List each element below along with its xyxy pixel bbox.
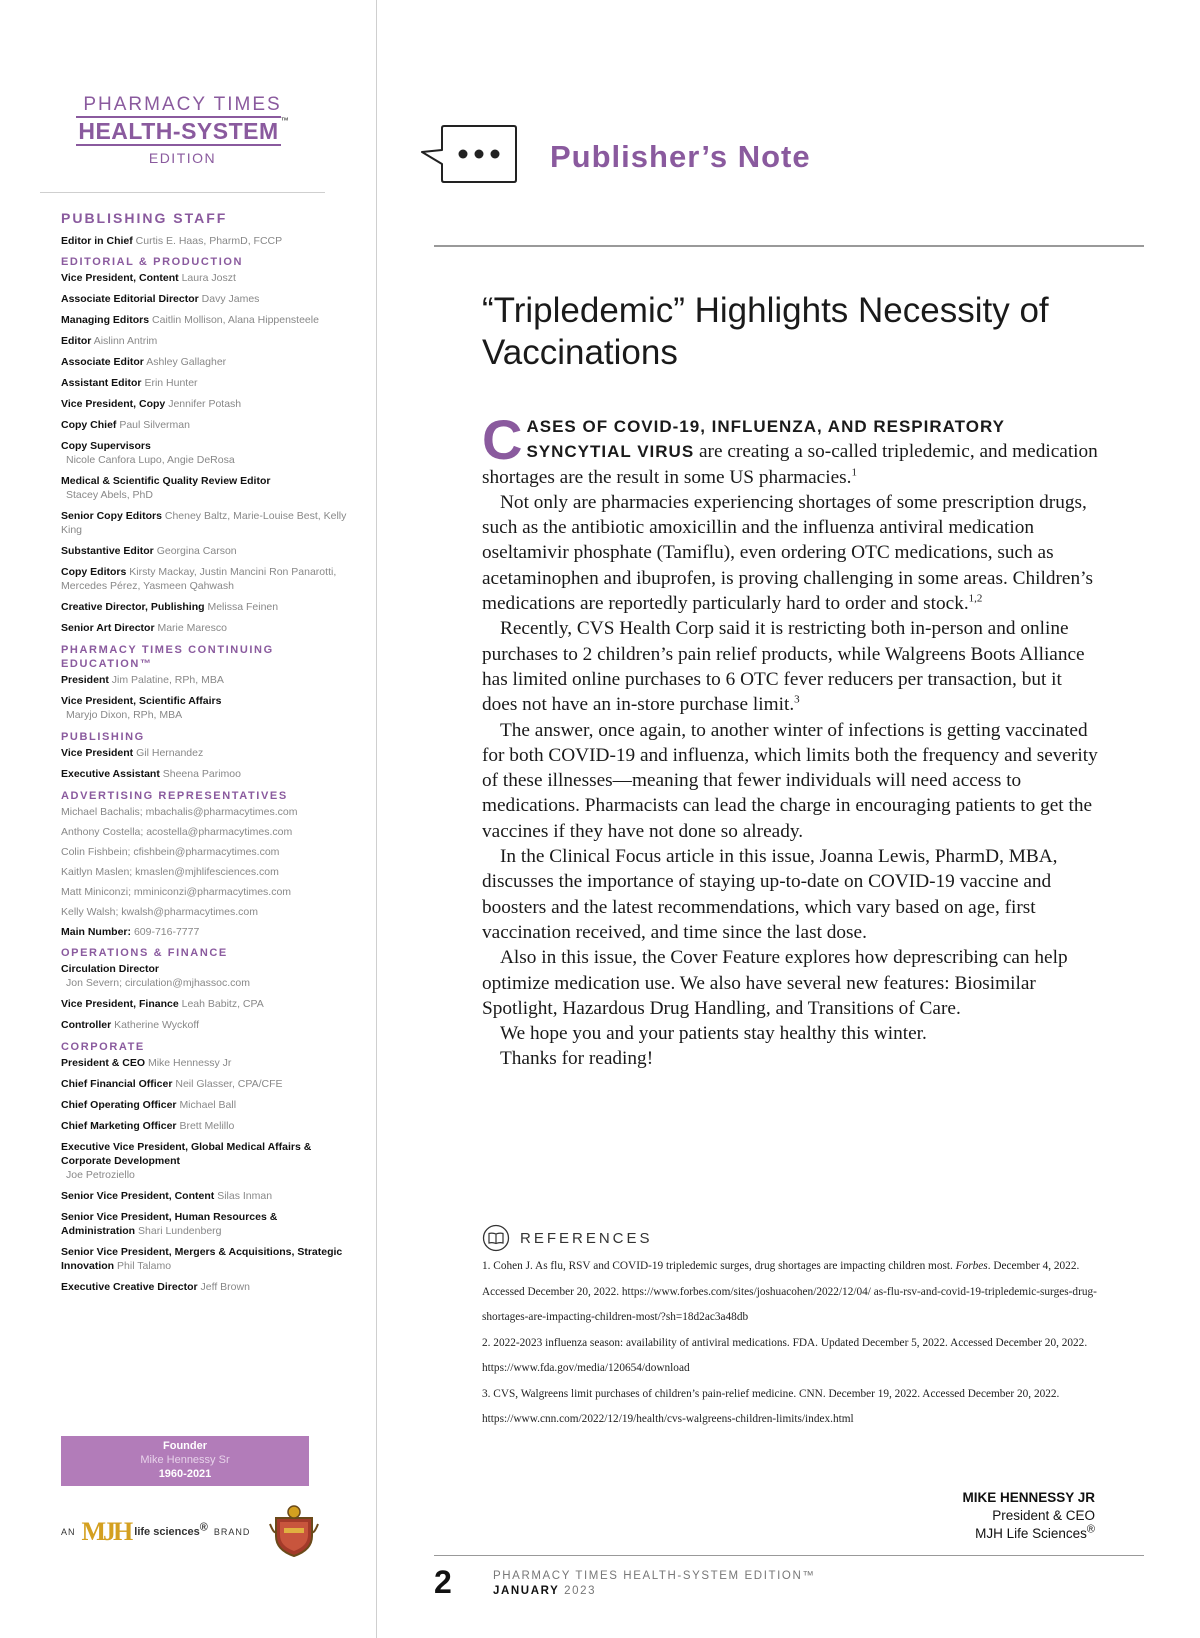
staff-names: Katherine Wyckoff (114, 1019, 200, 1031)
mjh-logo: MJH (81, 1517, 131, 1546)
staff-entry (61, 746, 351, 760)
staff-names: Leah Babitz, CPA (181, 998, 264, 1010)
signer-company (962, 1525, 1095, 1543)
brand-reg: ® (199, 1521, 208, 1534)
staff-role: Controller (61, 1019, 112, 1031)
staff-role: President (61, 674, 109, 686)
staff-role: Vice President, Finance (61, 998, 179, 1010)
founder-years: 1960-2021 (158, 1468, 212, 1480)
reference-item (482, 1254, 1102, 1331)
reference-text: . December 4, 2022. Accessed December 20, 2022. https://www.forbes.com/sites/joshuacohen/2022/12/04/ as-flu-rsv-and-covid-19-tripledemic-surges-drug-shortages-are-impacting-children-most/?sh=18d2ac3a48db (482, 1260, 1097, 1323)
staff-names: Shari Lundenberg (138, 1225, 222, 1237)
staff-list (61, 210, 351, 1301)
staff-entry (61, 673, 351, 687)
masthead-tm: ™ (280, 116, 289, 125)
book-icon (482, 1224, 510, 1252)
staff-role: Executive Assistant (61, 768, 160, 780)
reference-item (482, 1382, 1102, 1433)
staff-entry (61, 600, 351, 614)
staff-entry (61, 1077, 351, 1091)
staff-entry (61, 1245, 351, 1273)
staff-names: Kirsty Mackay, Justin Mancini Ron Panarotti, Mercedes Pérez, Yasmeen Qahwash (61, 566, 337, 592)
founder-label: Founder (163, 1440, 207, 1452)
lead-text: are creating a so-called tripledemic, and medication shortages are the result in some US pharmacies. (482, 441, 1098, 488)
staff-title: PUBLISHING STAFF (61, 210, 228, 226)
staff-entry (61, 418, 351, 432)
staff-names: Laura Joszt (181, 272, 236, 284)
staff-names: Michael Ball (179, 1099, 237, 1111)
staff-role: Associate Editor (61, 356, 144, 368)
staff-section-title: OPERATIONS & FINANCE (61, 947, 228, 959)
staff-role: Medical & Scientific Quality Review Editor (61, 475, 271, 487)
staff-names: Jim Palatine, RPh, MBA (111, 674, 224, 686)
staff-names: Caitlin Mollison, Alana Hippensteele (152, 314, 319, 326)
references-title: REFERENCES (520, 1229, 653, 1247)
reference-source: Forbes (955, 1260, 988, 1272)
article-paragraph: We hope you and your patients stay healthy this winter. (500, 1023, 927, 1045)
staff-entry (61, 234, 351, 248)
staff-role: Editor (61, 335, 92, 347)
staff-role: Senior Vice President, Content (61, 1190, 215, 1202)
staff-names: Phil Talamo (117, 1260, 172, 1272)
staff-entry (61, 474, 351, 502)
staff-names: Aislinn Antrim (93, 335, 158, 347)
masthead-line1: PHARMACY TIMES (83, 94, 282, 115)
staff-entry (61, 271, 351, 285)
staff-role: Executive Creative Director (61, 1281, 198, 1293)
staff-entry (61, 376, 351, 390)
advertising-contact: Kaitlyn Maslen; kmaslen@mjhlifesciences.com (61, 866, 279, 878)
staff-role: Vice President, Copy (61, 398, 166, 410)
article-body (482, 408, 1102, 1072)
reference-text: 3. CVS, Walgreens limit purchases of children’s pain-relief medicine. CNN. December 19, 2022. Accessed December 20, 2022. https://www.cnn.com/2022/12/19/health/cvs-walgreens-children-limits/index.html (482, 1387, 1060, 1425)
staff-role: Senior Art Director (61, 622, 155, 634)
sidebar-divider (40, 192, 325, 193)
staff-role: Managing Editors (61, 314, 150, 326)
staff-section-title: PHARMACY TIMES CONTINUING EDUCATION™ (61, 644, 274, 670)
footer-pub-title: PHARMACY TIMES HEALTH-SYSTEM EDITION™ (493, 1570, 816, 1582)
staff-role: President & CEO (61, 1057, 146, 1069)
staff-entry (61, 355, 351, 369)
main-number: 609-716-7777 (133, 926, 200, 938)
reference-text: 2. 2022-2023 influenza season: availability of antiviral medications. FDA. Updated December 5, 2022. Accessed December 20, 2022. https://www.fda.gov/media/120654/download (482, 1336, 1088, 1374)
header-divider (434, 245, 1144, 247)
signer-name: MIKE HENNESSY JR (962, 1490, 1095, 1505)
paragraph-text: Not only are pharmacies experiencing shortages of some prescription drugs, such as the antibiotic amoxicillin and the influenza antiviral medication oseltamivir phosphate (Tamiflu), even ordering OTC medications, such as acetaminophen and ibuprofen, is proving challenging in some areas. Children’s medications are reportedly particularly hard to order and stock. (482, 491, 1093, 615)
staff-role: Associate Editorial Director (61, 293, 199, 305)
staff-entry (61, 565, 351, 593)
staff-entry (61, 1189, 351, 1203)
brand-suffix: BRAND (213, 1527, 251, 1537)
staff-section-title: PUBLISHING (61, 731, 145, 743)
references-list (482, 1254, 1102, 1433)
staff-entry (61, 962, 351, 990)
staff-entry (61, 767, 351, 781)
brand-name-text: life sciences (134, 1526, 200, 1538)
paragraph-text: Recently, CVS Health Corp said it is restricting both in-person and online purchases to 2 children’s pain relief products, while Walgreens Boots Alliance has limited online purchases to 6 OTC fever reducers per transaction, but it does not have an in-store purchase limit. (482, 618, 1085, 716)
staff-entry (61, 1280, 351, 1294)
masthead-line3: EDITION (148, 150, 217, 166)
staff-entry (61, 1210, 351, 1238)
citation: 1 (851, 466, 857, 479)
staff-names: Georgina Carson (156, 545, 237, 557)
staff-sections (61, 255, 351, 781)
staff-names: Paul Silverman (119, 419, 190, 431)
staff-names: Ashley Gallagher (146, 356, 227, 368)
staff-role: Editor in Chief (61, 235, 133, 247)
advertising-contact: Anthony Costella; acostella@pharmacytimes.com (61, 826, 293, 838)
masthead-logo (40, 94, 325, 166)
staff-names: Mike Hennessy Jr (147, 1057, 232, 1069)
founder-box (61, 1436, 309, 1486)
lead-caps: ASES OF COVID-19, INFLUENZA, AND RESPIRATORY SYNCYTIAL VIRUS (526, 417, 1005, 462)
staff-names: Gil Hernandez (136, 747, 204, 759)
citation: 1,2 (968, 592, 983, 605)
staff-names: Curtis E. Haas, PharmD, FCCP (135, 235, 283, 247)
staff-role: Substantive Editor (61, 545, 154, 557)
staff-names: Maryjo Dixon, RPh, MBA (66, 709, 183, 721)
masthead-line2 (76, 116, 280, 146)
references-header (482, 1224, 653, 1252)
signer-title: President & CEO (992, 1508, 1095, 1523)
staff-names: Stacey Abels, PhD (66, 489, 153, 501)
staff-entry (61, 925, 351, 939)
staff-role: Chief Financial Officer (61, 1078, 173, 1090)
advertising-list (61, 805, 351, 919)
staff-role: Executive Vice President, Global Medical Affairs & Corporate Development (61, 1141, 312, 1167)
staff-names: Marie Maresco (157, 622, 227, 634)
staff-role: Copy Supervisors (61, 440, 151, 452)
staff-names: Joe Petroziello (66, 1169, 135, 1181)
staff-role: Senior Copy Editors (61, 510, 162, 522)
staff-names: Erin Hunter (144, 377, 198, 389)
staff-names: Davy James (201, 293, 260, 305)
article-paragraph: Also in this issue, the Cover Feature explores how deprescribing can help optimize medication use. We also have several new features: Biosimilar Spotlight, Hazardous Drug Handling, and Transitions of Care. (482, 947, 1068, 1019)
staff-names: Jeff Brown (200, 1281, 250, 1293)
staff-entry (61, 397, 351, 411)
staff-sections (61, 946, 351, 1294)
staff-role: Main Number: (61, 926, 132, 938)
article-paragraph: Thanks for reading! (500, 1048, 654, 1070)
staff-names: Brett Melillo (179, 1120, 235, 1132)
article-paragraph (482, 490, 1102, 616)
footer-month: JANUARY (493, 1585, 560, 1597)
founder-name: Mike Hennessy Sr (140, 1454, 230, 1466)
staff-role: Copy Chief (61, 419, 117, 431)
staff-entry (61, 334, 351, 348)
staff-entry (61, 1140, 351, 1182)
advertising-contact: Matt Miniconzi; mminiconzi@pharmacytimes.com (61, 886, 292, 898)
staff-role: Senior Vice President, Human Resources & Administration (61, 1211, 278, 1237)
staff-entry (61, 997, 351, 1011)
footer-divider (434, 1555, 1144, 1556)
staff-role: Vice President, Scientific Affairs (61, 695, 222, 707)
staff-role: Vice President (61, 747, 134, 759)
signer-reg: ® (1086, 1523, 1095, 1536)
masthead-line2-text: HEALTH-SYSTEM (78, 118, 279, 144)
citation: 3 (794, 693, 800, 706)
staff-names: Silas Inman (217, 1190, 273, 1202)
staff-names: Cheney Baltz, Marie-Louise Best, Kelly King (61, 510, 347, 536)
staff-entry (61, 694, 351, 722)
staff-role: Assistant Editor (61, 377, 142, 389)
advertising-contact: Michael Bachalis; mbachalis@pharmacytimes.com (61, 806, 298, 818)
staff-entry (61, 509, 351, 537)
footer-year: 2023 (564, 1585, 597, 1597)
brand-name (134, 1521, 208, 1538)
staff-role: Copy Editors (61, 566, 127, 578)
staff-role: Chief Marketing Officer (61, 1120, 177, 1132)
staff-role: Senior Vice President, Mergers & Acquisitions, Strategic Innovation (61, 1246, 343, 1272)
staff-entry (61, 313, 351, 327)
staff-entry (61, 1056, 351, 1070)
article-paragraph (482, 408, 1102, 490)
staff-section-title: EDITORIAL & PRODUCTION (61, 256, 244, 268)
staff-role: Creative Director, Publishing (61, 601, 205, 613)
speech-bubble-icon (420, 124, 520, 192)
staff-names: Nicole Canfora Lupo, Angie DeRosa (66, 454, 235, 466)
footer-publication (493, 1569, 815, 1599)
staff-role: Chief Operating Officer (61, 1099, 177, 1111)
signer-company-text: MJH Life Sciences (975, 1526, 1087, 1541)
brand-prefix: AN (61, 1527, 76, 1537)
family-crest-icon (266, 1504, 322, 1560)
staff-entry (61, 292, 351, 306)
signature-block (962, 1489, 1095, 1543)
advertising-contact: Colin Fishbein; cfishbein@pharmacytimes.com (61, 846, 280, 858)
staff-sidebar (0, 0, 377, 1638)
staff-names: Sheena Parimoo (162, 768, 241, 780)
drop-cap: C (482, 408, 523, 471)
staff-names: Jennifer Potash (168, 398, 242, 410)
staff-entry (61, 621, 351, 635)
staff-entry (61, 1119, 351, 1133)
staff-names: Jon Severn; circulation@mjhassoc.com (66, 977, 250, 989)
article-headline: “Tripledemic” Highlights Necessity of Vaccinations (482, 291, 1049, 372)
article-paragraph: The answer, once again, to another winter of infections is getting vaccinated for both COVID-19 and influenza, which limits both the frequency and severity of these illnesses—meaning that fewer individuals will need access to medications. Pharmacists can lead the charge in encouraging patients to get the vaccines if they have not done so already. (482, 719, 1098, 842)
mjh-brand (61, 1512, 250, 1552)
staff-entry (61, 544, 351, 558)
advertising-contact: Kelly Walsh; kwalsh@pharmacytimes.com (61, 906, 258, 918)
article-paragraph (482, 616, 1102, 717)
staff-section-title: CORPORATE (61, 1041, 145, 1053)
article-paragraph: In the Clinical Focus article in this issue, Joanna Lewis, PharmD, MBA, discusses the importance of staying up-to-date on COVID-19 vaccine and boosters and the latest recommendations, which vary based on age, first vaccination received, and time since the last dose. (482, 846, 1058, 943)
staff-entry (61, 1098, 351, 1112)
staff-names: Neil Glasser, CPA/CFE (175, 1078, 283, 1090)
staff-role: Circulation Director (61, 963, 160, 975)
reference-text: 1. Cohen J. As flu, RSV and COVID-19 tripledemic surges, drug shortages are impacting children most. (482, 1260, 956, 1272)
staff-entry (61, 439, 351, 467)
reference-item (482, 1331, 1102, 1382)
staff-names: Melissa Feinen (207, 601, 279, 613)
staff-role: Vice President, Content (61, 272, 179, 284)
section-title: Publisher’s Note (550, 139, 811, 174)
page-number: 2 (434, 1564, 452, 1600)
staff-entry (61, 1018, 351, 1032)
staff-section-title: ADVERTISING REPRESENTATIVES (61, 790, 288, 802)
